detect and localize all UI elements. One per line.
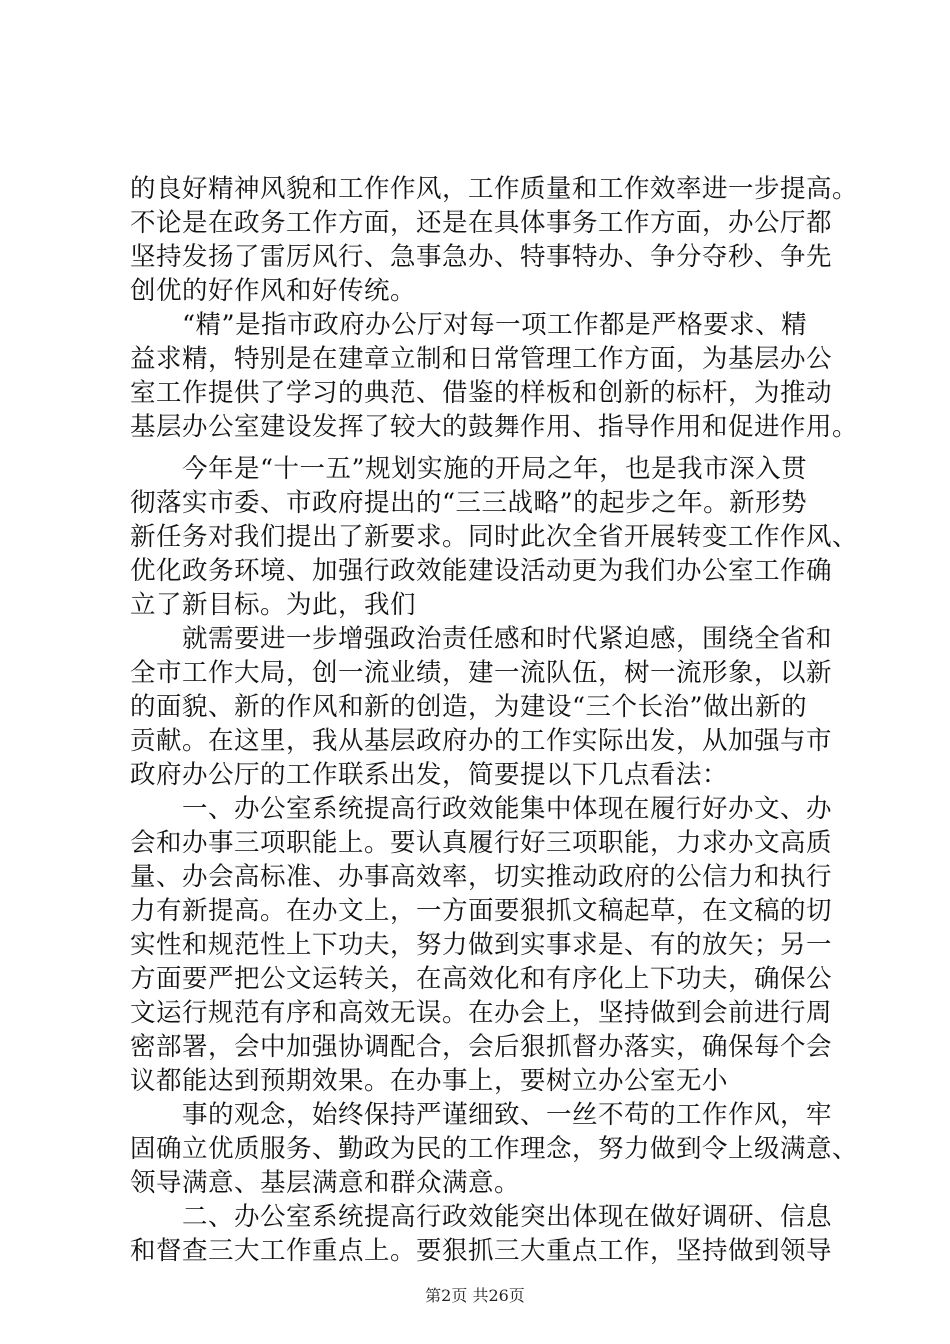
page-number-footer: 第2页 共26页	[425, 1286, 525, 1305]
text-line: 的良好精神风貌和工作作风，工作质量和工作效率进一步提高。	[130, 174, 859, 204]
text-line: 坚持发扬了雷厉风行、急事急办、特事特办、争分夺秒、争先	[130, 242, 833, 272]
text-line: 一、办公室系统提高行政效能集中体现在履行好办文、办	[182, 794, 833, 824]
text-line: 实性和规范性上下功夫，努力做到实事求是、有的放矢；另一	[130, 930, 833, 960]
text-line: 和督查三大工作重点上。要狠抓三大重点工作，坚持做到领导	[130, 1236, 833, 1266]
text-line: 文运行规范有序和高效无误。在办会上，坚持做到会前进行周	[130, 998, 833, 1028]
text-line: 不论是在政务工作方面，还是在具体事务工作方面，办公厅都	[130, 208, 833, 238]
text-line: 贡献。在这里，我从基层政府办的工作实际出发，从加强与市	[130, 726, 833, 756]
text-line: 就需要进一步增强政治责任感和时代紧迫感，围绕全省和	[182, 624, 833, 654]
text-line: 益求精，特别是在建章立制和日常管理工作方面，为基层办公	[130, 344, 833, 374]
text-line: 全市工作大局，创一流业绩，建一流队伍，树一流形象，以新	[130, 658, 833, 688]
text-line: 方面要严把公文运转关，在高效化和有序化上下功夫，确保公	[130, 964, 833, 994]
text-line: 新任务对我们提出了新要求。同时此次全省开展转变工作作风、	[130, 522, 859, 552]
text-line: 今年是“十一五”规划实施的开局之年，也是我市深入贯	[182, 454, 808, 484]
text-line: “精”是指市政府办公厅对每一项工作都是严格要求、精	[182, 310, 808, 340]
text-line: 量、办会高标准、办事高效率，切实推动政府的公信力和执行	[130, 862, 833, 892]
text-line: 室工作提供了学习的典范、借鉴的样板和创新的标杆，为推动	[130, 378, 833, 408]
text-line: 立了新目标。为此，我们	[130, 590, 417, 620]
text-line: 政府办公厅的工作联系出发，简要提以下几点看法：	[130, 760, 729, 790]
text-line: 事的观念，始终保持严谨细致、一丝不苟的工作作风，牢	[182, 1100, 833, 1130]
text-line: 密部署，会中加强协调配合，会后狠抓督办落实，确保每个会	[130, 1032, 833, 1062]
text-line: 固确立优质服务、勤政为民的工作理念，努力做到令上级满意、	[130, 1134, 859, 1164]
text-line: 领导满意、基层满意和群众满意。	[130, 1168, 521, 1198]
text-line: 基层办公室建设发挥了较大的鼓舞作用、指导作用和促进作用。	[130, 412, 859, 442]
text-line: 会和办事三项职能上。要认真履行好三项职能，力求办文高质	[130, 828, 833, 858]
text-line: 的面貌、新的作风和新的创造，为建设“三个长治”做出新的	[130, 692, 808, 722]
text-line: 力有新提高。在办文上，一方面要狠抓文稿起草，在文稿的切	[130, 896, 833, 926]
text-line: 彻落实市委、市政府提出的“三三战略”的起步之年。新形势	[130, 488, 808, 518]
text-line: 议都能达到预期效果。在办事上，要树立办公室无小	[130, 1066, 729, 1096]
text-line: 创优的好作风和好传统。	[130, 276, 417, 306]
text-line: 二、办公室系统提高行政效能突出体现在做好调研、信息	[182, 1202, 833, 1232]
text-line: 优化政务环境、加强行政效能建设活动更为我们办公室工作确	[130, 556, 833, 586]
